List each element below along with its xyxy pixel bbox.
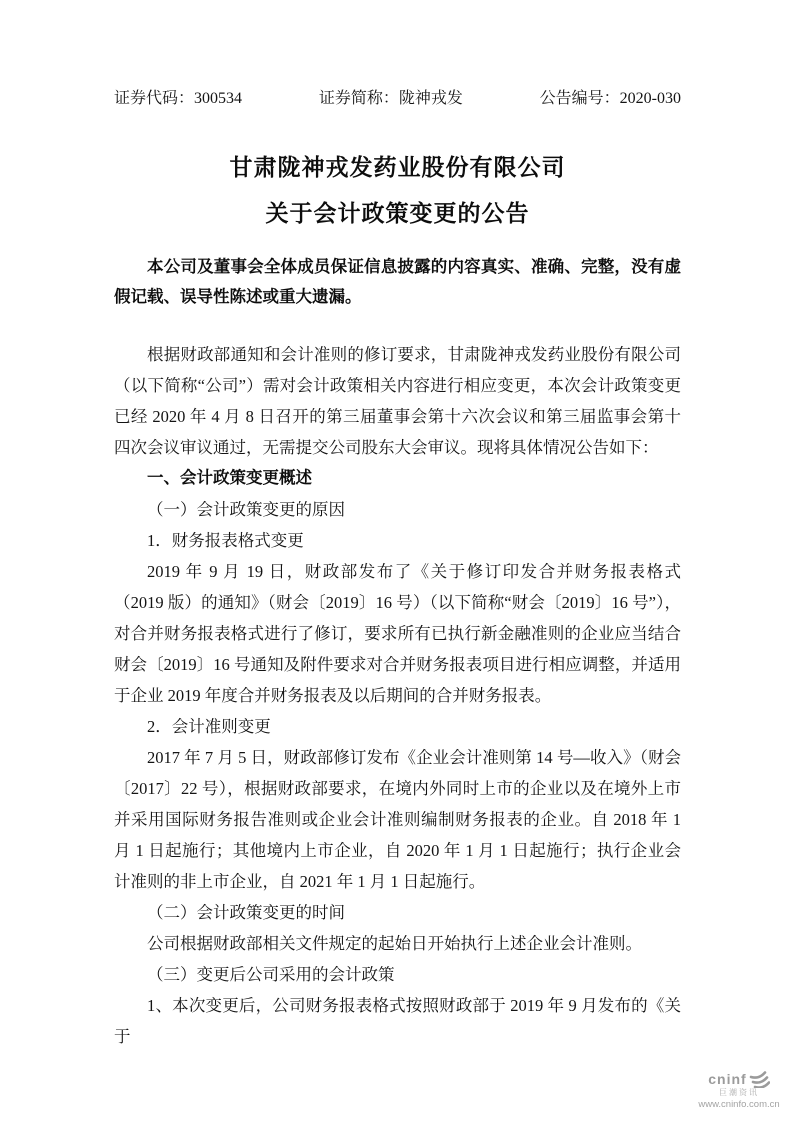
board-disclaimer-text: 本公司及董事会全体成员保证信息披露的内容真实、准确、完整，没有虚假记载、误导性陈述或重大遗漏。 (114, 258, 681, 306)
company-name-title: 甘肃陇神戎发药业股份有限公司 (229, 154, 566, 180)
subsection-new-policy-heading: （三）变更后公司采用的会计政策 (147, 965, 395, 984)
cninfo-logo-row (688, 1071, 790, 1088)
security-name-label: 证券简称：陇神戎发 (318, 90, 463, 107)
cninfo-watermark (688, 1071, 790, 1110)
accounting-standard-paragraph: 2017 年 7 月 5 日，财政部修订发布《企业会计准则第 14 号—收入》（财会〔2017〕22 号），根据财政部要求，在境内外同时上市的企业以及在境外上市并采用国际财务报告准则或企业会计准则编制财务报表的企业。自 2018 年 1 月 1 日起施行；其他境内上市企业，自 2020 年 1 月 1 日起施行；执行企业会计准则的非上市企业，自 2021 年 1 月 1 日起施行。 (114, 748, 682, 891)
subsection-reason-heading: （一）会计政策变更的原因 (147, 500, 345, 519)
section-heading-overview: 一、会计政策变更概述 (147, 469, 312, 487)
cninfo-logo-text: cninf (708, 1071, 747, 1087)
announcement-subject-title: 关于会计政策变更的公告 (265, 200, 530, 226)
cninfo-logo-subtext: 巨潮资讯 (719, 1087, 759, 1097)
new-policy-paragraph: 1、本次变更后，公司财务报表格式按照财政部于 2019 年 9 月发布的《关于 (114, 996, 681, 1046)
document-body (114, 339, 681, 1052)
intro-paragraph: 根据财政部通知和会计准则的修订要求，甘肃陇神戎发药业股份有限公司（以下简称“公司”）需对会计政策相关内容进行相应变更，本次会计政策变更已经 2020 年 4 月 8 日召开的第三届董事会第十六次会议和第三届监事会第十四次会议审议通过，无需提交公司股东大会审议。现将具体情况公告如下： (114, 345, 681, 457)
document-title-block (114, 144, 681, 236)
cninfo-swoosh-icon (749, 1071, 770, 1088)
subsection-time-heading: （二）会计政策变更的时间 (147, 903, 345, 922)
cninfo-logo-url: www.cninfo.com.cn (698, 1098, 780, 1110)
security-code-label: 证券代码：300534 (114, 90, 243, 107)
item-accounting-standard-heading: 2．会计准则变更 (147, 717, 271, 736)
item-report-format-heading: 1．财务报表格式变更 (147, 531, 304, 550)
document-header-row (114, 88, 681, 110)
announcement-number-label: 公告编号：2020-030 (539, 90, 681, 107)
report-format-paragraph: 2019 年 9 月 19 日，财政部发布了《关于修订印发合并财务报表格式（2019 版）的通知》（财会〔2019〕16 号）（以下简称“财会〔2019〕16 号”），对合并财务报表格式进行了修订，要求所有已执行新金融准则的企业应当结合财会〔2019〕16 号通知及附件要求对合并财务报表项目进行相应调整，并适用于企业 2019 年度合并财务报表及以后期间的合并财务报表。 (114, 562, 681, 705)
time-paragraph: 公司根据财政部相关文件规定的起始日开始执行上述企业会计准则。 (147, 934, 642, 953)
